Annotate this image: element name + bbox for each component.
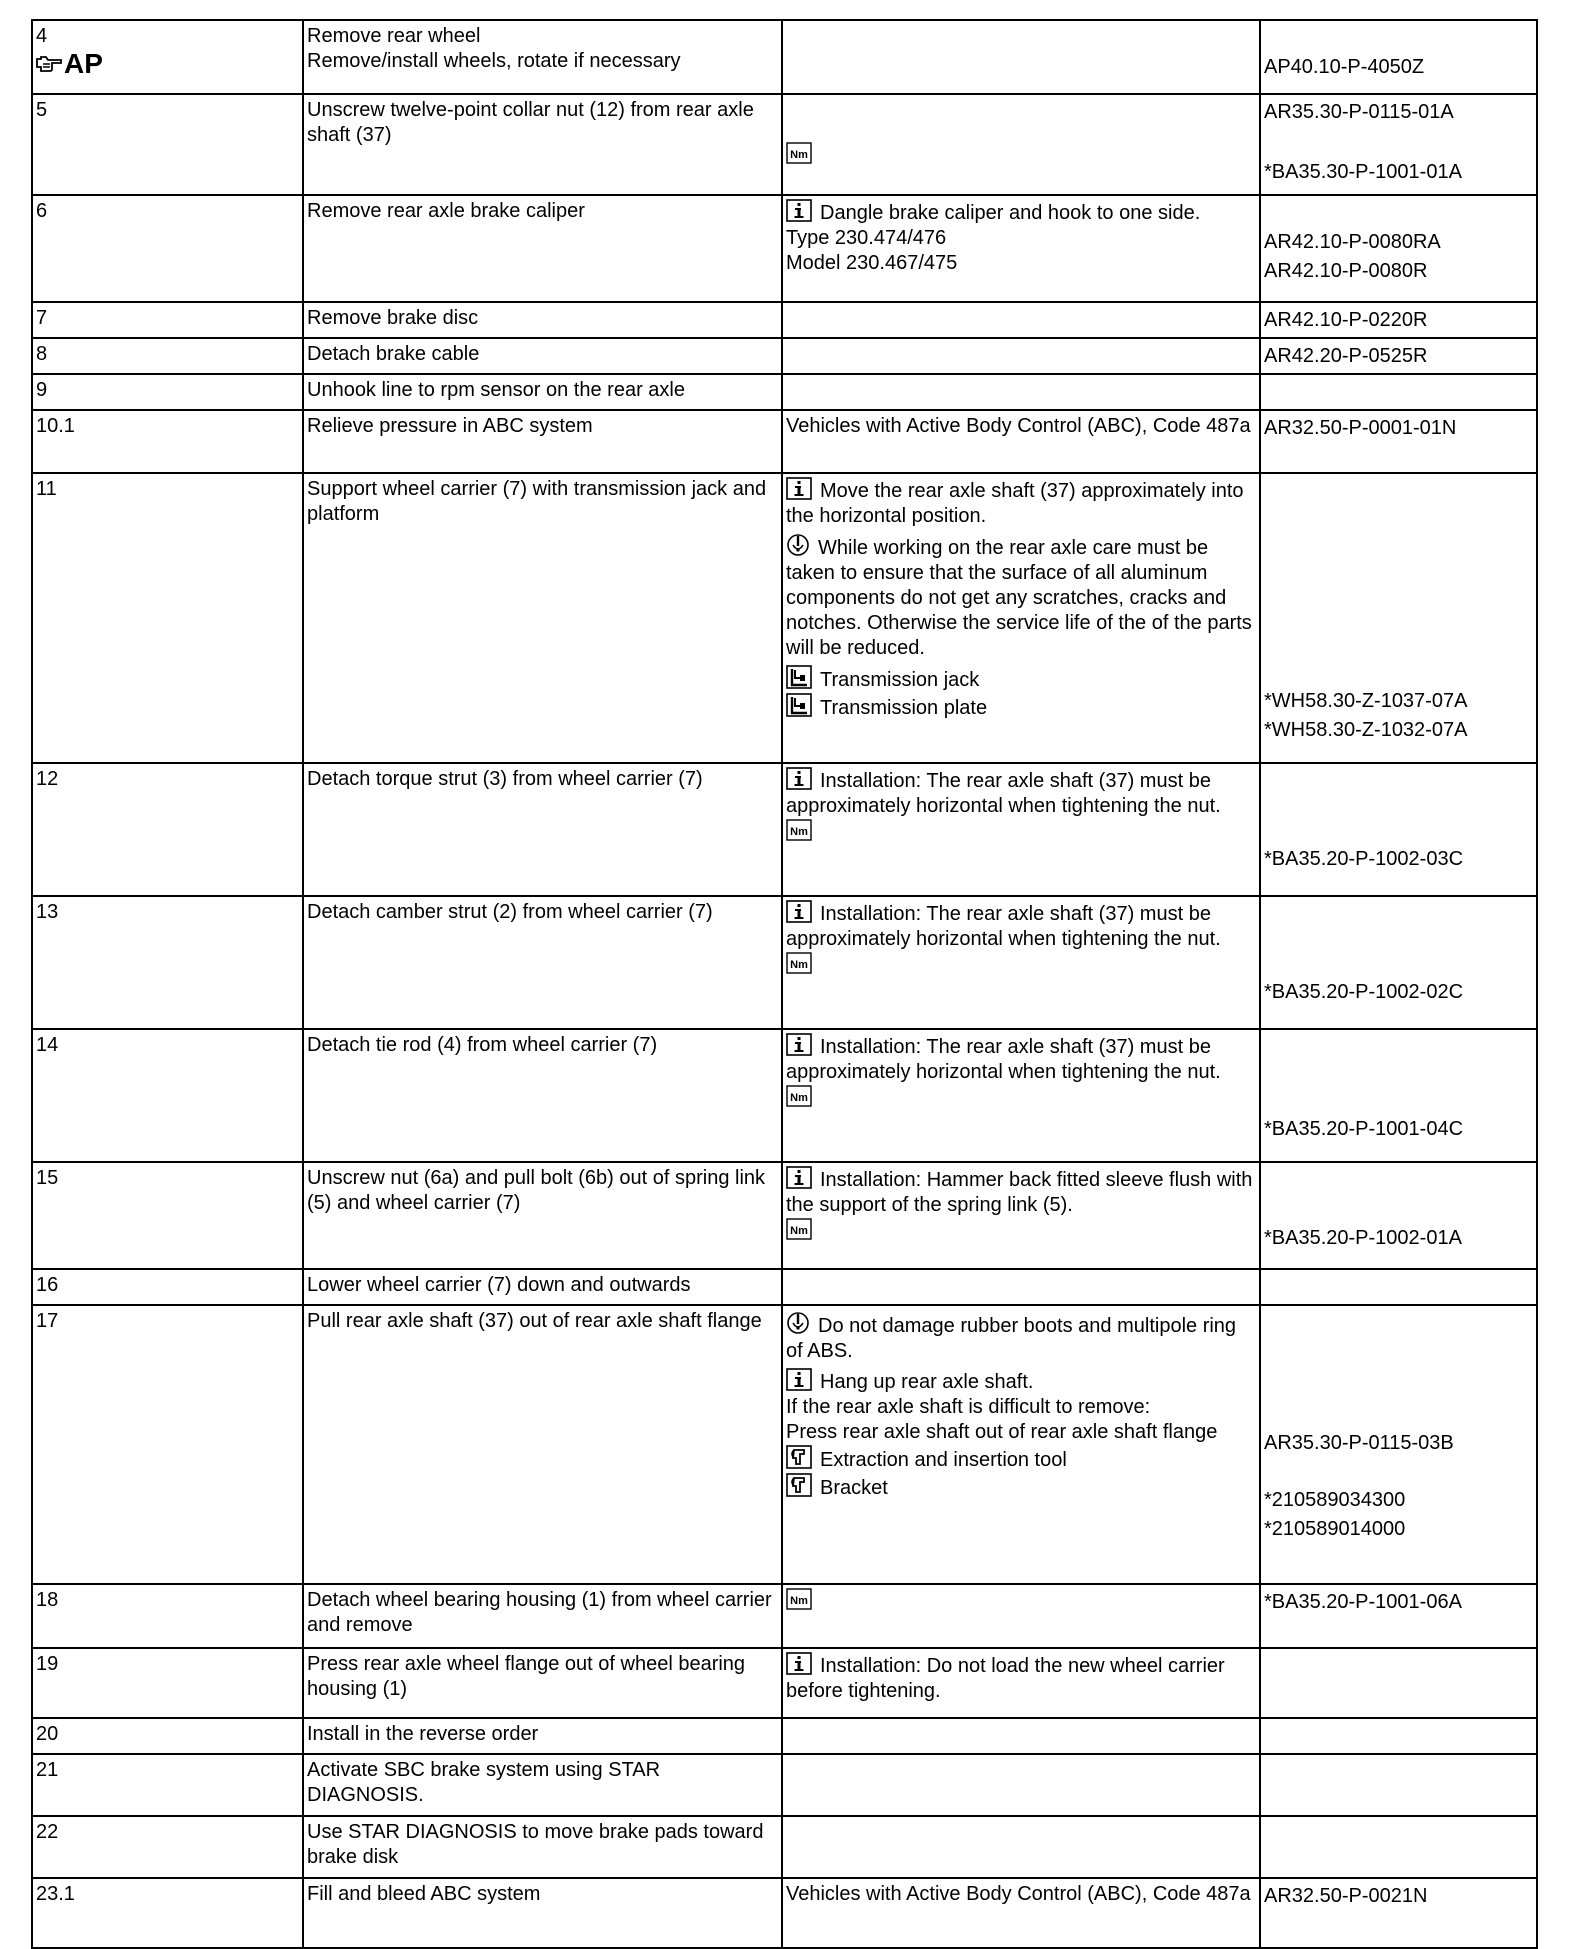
- action-cell: [303, 1584, 782, 1648]
- table-row: [32, 338, 1537, 374]
- note-text: Type 230.474/476: [786, 227, 947, 249]
- info-icon: [786, 1371, 820, 1393]
- notes-cell: [782, 94, 1260, 195]
- note-line: [786, 1395, 1256, 1420]
- note-text: Transmission plate: [820, 697, 988, 719]
- svg-text:Nm: Nm: [790, 1595, 808, 1607]
- reference-cell: [1260, 473, 1537, 763]
- reference-cell: [1260, 1029, 1537, 1162]
- step-number-cell: [32, 1305, 303, 1584]
- note-text: Vehicles with Active Body Control (ABC), Code 487a: [786, 415, 1251, 437]
- step-number: 12: [36, 768, 59, 790]
- step-number: 4: [36, 25, 48, 47]
- step-number: 6: [36, 200, 48, 222]
- notes-cell: [782, 1269, 1260, 1305]
- reference-code: AR42.10-P-0080R: [1264, 260, 1428, 282]
- notes-cell: [782, 1305, 1260, 1584]
- notes-cell: [782, 1754, 1260, 1816]
- note-text: If the rear axle shaft is difficult to remove:: [786, 1396, 1151, 1418]
- note-line: [786, 1588, 1256, 1614]
- table-row: [32, 1754, 1537, 1816]
- note-line: [786, 199, 1256, 226]
- torque-icon: [786, 821, 820, 843]
- step-number: 19: [36, 1653, 59, 1675]
- note-line: [786, 819, 1256, 845]
- notes-cell: [782, 1648, 1260, 1718]
- note-line: [786, 693, 1256, 721]
- reference-cell: [1260, 1162, 1537, 1269]
- info-icon: [786, 903, 820, 925]
- action-cell: [303, 410, 782, 473]
- action-text: Relieve pressure in ABC system: [307, 415, 593, 437]
- info-icon: [786, 202, 820, 224]
- step-number: 23.1: [36, 1883, 75, 1905]
- notes-cell: [782, 473, 1260, 763]
- note-line: [786, 952, 1256, 978]
- note-line: [786, 477, 1256, 529]
- action-cell: [303, 1878, 782, 1948]
- action-text: Activate SBC brake system using STAR DIAGNOSIS.: [307, 1759, 661, 1806]
- table-row: [32, 896, 1537, 1029]
- note-text: Installation: Do not load the new wheel carrier before tightening.: [786, 1655, 1225, 1702]
- action-cell: [303, 374, 782, 410]
- table-row: [32, 1162, 1537, 1269]
- reference-code: *WH58.30-Z-1037-07A: [1264, 690, 1468, 712]
- action-cell: [303, 195, 782, 302]
- note-text: While working on the rear axle care must be taken to ensure that the surface of all aluminum components do not get any scratches, cracks and notches. Otherwise the service life of the of the parts will be reduced.: [786, 537, 1252, 659]
- reference-code: AR42.10-P-0080RA: [1264, 231, 1441, 253]
- reference-code: AR42.20-P-0525R: [1264, 345, 1428, 367]
- step-number-cell: [32, 473, 303, 763]
- step-number: 13: [36, 901, 59, 923]
- svg-text:Nm: Nm: [790, 1092, 808, 1104]
- pointing-hand-icon: [36, 53, 62, 75]
- notes-cell: [782, 1029, 1260, 1162]
- notes-cell: [782, 338, 1260, 374]
- note-text: Do not damage rubber boots and multipole ring of ABS.: [786, 1315, 1237, 1362]
- torque-icon: [786, 144, 820, 166]
- step-number: 17: [36, 1310, 59, 1332]
- notes-cell: [782, 896, 1260, 1029]
- table-row: [32, 473, 1537, 763]
- note-text: Bracket: [820, 1477, 888, 1499]
- step-number-cell: [32, 1584, 303, 1648]
- step-number: 8: [36, 343, 48, 365]
- note-text: Extraction and insertion tool: [820, 1449, 1067, 1471]
- reference-code: [1264, 24, 1533, 53]
- action-text: Unscrew twelve-point collar nut (12) from rear axle shaft (37): [307, 99, 754, 146]
- reference-code: *BA35.20-P-1001-06A: [1264, 1591, 1462, 1613]
- step-number: 10.1: [36, 415, 75, 437]
- table-row: [32, 1718, 1537, 1754]
- notes-cell: [782, 1162, 1260, 1269]
- reference-code: AR35.30-P-0115-01A: [1264, 101, 1454, 123]
- reference-cell: [1260, 374, 1537, 410]
- step-number-cell: [32, 1269, 303, 1305]
- reference-code: *210589034300: [1264, 1489, 1406, 1511]
- step-number: 22: [36, 1821, 59, 1843]
- step-number: 9: [36, 379, 48, 401]
- reference-code: *BA35.20-P-1002-03C: [1264, 848, 1464, 870]
- step-number: 11: [36, 478, 57, 500]
- reference-cell: [1260, 410, 1537, 473]
- note-line: [786, 1652, 1256, 1704]
- special-tool-icon: [786, 1477, 820, 1499]
- note-line: [786, 1033, 1256, 1085]
- reference-cell: [1260, 1816, 1537, 1878]
- procedure-table: [31, 19, 1538, 1949]
- step-number: 20: [36, 1723, 59, 1745]
- svg-text:Nm: Nm: [790, 959, 808, 971]
- svg-text:Nm: Nm: [790, 1225, 808, 1237]
- table-row: [32, 410, 1537, 473]
- step-number: 7: [36, 307, 48, 329]
- note-text: Installation: The rear axle shaft (37) must be approximately horizontal when tightening the nut.: [786, 1036, 1221, 1083]
- action-cell: [303, 896, 782, 1029]
- note-line: [786, 251, 1256, 276]
- table-row: [32, 1029, 1537, 1162]
- note-text: Hang up rear axle shaft.: [820, 1371, 1034, 1393]
- svg-text:Nm: Nm: [790, 826, 808, 838]
- reference-cell: [1260, 1269, 1537, 1305]
- reference-cell: [1260, 1718, 1537, 1754]
- caution-icon: [786, 1315, 818, 1337]
- note-line: [786, 1882, 1256, 1907]
- note-line: [786, 1166, 1256, 1218]
- action-text: Remove rear wheel: [307, 25, 481, 47]
- table-row: [32, 1269, 1537, 1305]
- action-cell: [303, 1754, 782, 1816]
- svg-text:Nm: Nm: [790, 149, 808, 161]
- action-cell: [303, 94, 782, 195]
- table-row: [32, 763, 1537, 896]
- special-tool-icon: [786, 1449, 820, 1471]
- step-number: 5: [36, 99, 48, 121]
- torque-icon: [786, 1087, 820, 1109]
- reference-cell: [1260, 94, 1537, 195]
- note-text: Transmission jack: [820, 669, 980, 691]
- table-row: [32, 1648, 1537, 1718]
- table-row: [32, 1816, 1537, 1878]
- table-row: [32, 20, 1537, 94]
- reference-code: *BA35.20-P-1002-01A: [1264, 1227, 1462, 1249]
- note-text: Vehicles with Active Body Control (ABC), Code 487a: [786, 1883, 1251, 1905]
- table-row: [32, 94, 1537, 195]
- info-icon: [786, 1169, 820, 1191]
- action-text: Detach wheel bearing housing (1) from wheel carrier and remove: [307, 1589, 772, 1636]
- reference-code: *BA35.30-P-1001-01A: [1264, 161, 1462, 183]
- note-text: Dangle brake caliper and hook to one side.: [820, 202, 1201, 224]
- step-number-cell: [32, 1648, 303, 1718]
- info-icon: [786, 1036, 820, 1058]
- action-cell: [303, 473, 782, 763]
- table-row: [32, 302, 1537, 338]
- ap-label: AP: [64, 48, 103, 79]
- table-row: [32, 195, 1537, 302]
- reference-code: [1264, 199, 1533, 228]
- table-row: [32, 374, 1537, 410]
- reference-cell: [1260, 20, 1537, 94]
- notes-cell: [782, 302, 1260, 338]
- step-number-cell: [32, 338, 303, 374]
- note-line: [786, 414, 1256, 439]
- reference-cell: [1260, 1878, 1537, 1948]
- reference-cell: [1260, 1305, 1537, 1584]
- action-cell: [303, 1648, 782, 1718]
- reference-code: *210589014000: [1264, 1518, 1406, 1540]
- note-line: [786, 900, 1256, 952]
- action-cell: [303, 302, 782, 338]
- action-text: Detach torque strut (3) from wheel carrier (7): [307, 768, 703, 790]
- action-text: Press rear axle wheel flange out of wheel bearing housing (1): [307, 1653, 746, 1700]
- reference-cell: [1260, 338, 1537, 374]
- step-number-cell: [32, 1162, 303, 1269]
- note-text: Installation: Hammer back fitted sleeve flush with the support of the spring link (5).: [786, 1169, 1253, 1216]
- notes-cell: [782, 1584, 1260, 1648]
- note-text: Installation: The rear axle shaft (37) must be approximately horizontal when tightening the nut.: [786, 903, 1221, 950]
- notes-cell: [782, 20, 1260, 94]
- shop-equipment-icon: [786, 669, 820, 691]
- note-line: [786, 533, 1256, 661]
- reference-code: AP40.10-P-4050Z: [1264, 56, 1425, 78]
- info-icon: [786, 480, 820, 502]
- action-text: Install in the reverse order: [307, 1723, 539, 1745]
- step-number-cell: [32, 1754, 303, 1816]
- step-number-cell: [32, 195, 303, 302]
- note-line: [786, 226, 1256, 251]
- step-number-cell: [32, 1878, 303, 1948]
- reference-code: *BA35.20-P-1001-04C: [1264, 1118, 1464, 1140]
- action-cell: [303, 1162, 782, 1269]
- reference-code: AR35.30-P-0115-03B: [1264, 1432, 1454, 1454]
- step-number: 15: [36, 1167, 59, 1189]
- step-number-cell: [32, 20, 303, 94]
- notes-cell: [782, 374, 1260, 410]
- reference-cell: [1260, 896, 1537, 1029]
- action-text: Pull rear axle shaft (37) out of rear axle shaft flange: [307, 1310, 762, 1332]
- note-line: [786, 767, 1256, 819]
- ap-reference-mark: [36, 49, 299, 79]
- action-text: Unhook line to rpm sensor on the rear axle: [307, 379, 685, 401]
- note-line: [786, 142, 1256, 168]
- torque-icon: [786, 954, 820, 976]
- info-icon: [786, 770, 820, 792]
- torque-icon: [786, 1220, 820, 1242]
- torque-icon: [786, 1590, 820, 1612]
- action-text: Lower wheel carrier (7) down and outwards: [307, 1274, 691, 1296]
- action-text: Support wheel carrier (7) with transmission jack and platform: [307, 478, 767, 525]
- note-line: [786, 1311, 1256, 1364]
- note-text: Installation: The rear axle shaft (37) must be approximately horizontal when tightening the nut.: [786, 770, 1221, 817]
- action-cell: [303, 338, 782, 374]
- step-number-cell: [32, 374, 303, 410]
- action-text: Detach camber strut (2) from wheel carrier (7): [307, 901, 713, 923]
- action-cell: [303, 763, 782, 896]
- action-text: Detach brake cable: [307, 343, 480, 365]
- step-number: 16: [36, 1274, 59, 1296]
- step-number-cell: [32, 410, 303, 473]
- note-line: [786, 1218, 1256, 1244]
- action-cell: [303, 1305, 782, 1584]
- notes-cell: [782, 1816, 1260, 1878]
- notes-cell: [782, 195, 1260, 302]
- reference-code: AR32.50-P-0021N: [1264, 1885, 1428, 1907]
- action-text: Unscrew nut (6a) and pull bolt (6b) out of spring link (5) and wheel carrier (7): [307, 1167, 766, 1214]
- notes-cell: [782, 1878, 1260, 1948]
- note-line: [786, 1420, 1256, 1445]
- step-number-cell: [32, 1029, 303, 1162]
- reference-code: *WH58.30-Z-1032-07A: [1264, 719, 1468, 741]
- notes-cell: [782, 763, 1260, 896]
- action-text: Remove/install wheels, rotate if necessary: [307, 50, 681, 72]
- action-cell: [303, 1269, 782, 1305]
- action-text: Remove rear axle brake caliper: [307, 200, 585, 222]
- note-line: [786, 1085, 1256, 1111]
- note-text: Move the rear axle shaft (37) approximately into the horizontal position.: [786, 480, 1244, 527]
- note-text: Model 230.467/475: [786, 252, 958, 274]
- step-number-cell: [32, 302, 303, 338]
- shop-equipment-icon: [786, 697, 820, 719]
- reference-cell: [1260, 763, 1537, 896]
- step-number-cell: [32, 94, 303, 195]
- reference-code: *BA35.20-P-1002-02C: [1264, 981, 1464, 1003]
- action-text: Use STAR DIAGNOSIS to move brake pads toward brake disk: [307, 1821, 764, 1868]
- action-cell: [303, 1718, 782, 1754]
- table-row: [32, 1878, 1537, 1948]
- caution-icon: [786, 537, 818, 559]
- step-number-cell: [32, 763, 303, 896]
- note-line: [786, 665, 1256, 693]
- reference-code: AR32.50-P-0001-01N: [1264, 417, 1457, 439]
- step-number: 18: [36, 1589, 59, 1611]
- step-number-cell: [32, 1816, 303, 1878]
- action-cell: [303, 1029, 782, 1162]
- action-text: Detach tie rod (4) from wheel carrier (7): [307, 1034, 658, 1056]
- reference-cell: [1260, 1754, 1537, 1816]
- action-text: Fill and bleed ABC system: [307, 1883, 541, 1905]
- notes-cell: [782, 410, 1260, 473]
- table-row: [32, 1305, 1537, 1584]
- reference-code: AR42.10-P-0220R: [1264, 309, 1428, 331]
- notes-cell: [782, 1718, 1260, 1754]
- action-cell: [303, 1816, 782, 1878]
- reference-cell: [1260, 195, 1537, 302]
- action-text: Remove brake disc: [307, 307, 479, 329]
- step-number-cell: [32, 1718, 303, 1754]
- note-line: [786, 1445, 1256, 1473]
- reference-cell: [1260, 1648, 1537, 1718]
- info-icon: [786, 1655, 820, 1677]
- step-number: 14: [36, 1034, 59, 1056]
- step-number-cell: [32, 896, 303, 1029]
- action-cell: [303, 20, 782, 94]
- note-line: [786, 1368, 1256, 1395]
- procedure-table-body: [32, 20, 1537, 1948]
- reference-cell: [1260, 302, 1537, 338]
- table-row: [32, 1584, 1537, 1648]
- step-number: 21: [36, 1759, 59, 1781]
- note-text: Press rear axle shaft out of rear axle shaft flange: [786, 1421, 1218, 1443]
- note-line: [786, 1473, 1256, 1501]
- reference-cell: [1260, 1584, 1537, 1648]
